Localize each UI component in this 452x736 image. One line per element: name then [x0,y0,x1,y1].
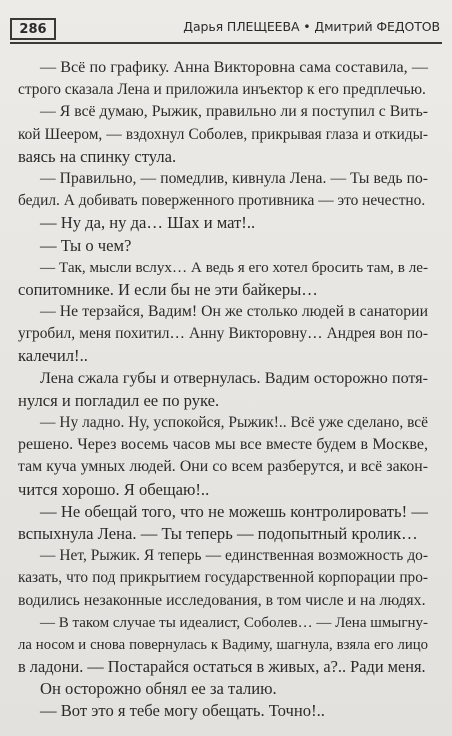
text-line: вспыхнула Лена. — Ты теперь — подопытный кролик… [18,523,418,543]
text-line: — Не терзайся, Вадим! Он же столько людей в санатории [40,303,428,321]
body-text [18,57,428,723]
text-line: — Ну да, ну да… Шах и мат!.. [40,213,256,233]
text-line: — Вот это я тебе могу обещать. Точно!.. [40,701,325,721]
text-line: ла носом и снова повернулась к Вадиму, шагнула, взяла его лицо [18,636,428,653]
text-line: — Я всё думаю, Рыжик, правильно ли я поступил с Вить- [40,103,428,121]
text-line: — Ты о чем? [40,235,132,255]
text-line: кой Шеером, — вздохнул Соболев, прикрывая глаза и откиды- [18,125,428,143]
text-line: решено. Через восемь часов мы все вместе будем в Москве, [18,436,428,454]
page-number: 286 [10,18,56,40]
text-line: чится хорошо. Я обещаю!.. [18,479,210,499]
text-line: казать, что под прикрытием государственной корпорации про- [18,569,428,587]
page-header [10,18,442,44]
text-line: — Ну ладно. Ну, успокойся, Рыжик!.. Всё уже сделано, всё [40,414,428,431]
text-line: водились незаконные исследования, в том числе и на людях. [18,591,426,609]
text-line: — Нет, Рыжик. Я теперь — единственная возможность до- [40,547,428,565]
text-line: — Правильно, — помедлив, кивнула Лена. — Ты ведь по- [40,169,428,187]
text-line: бедил. А добивать поверженного противника — это нечестно. [18,192,426,210]
text-line: в ладони. — Постарайся остаться в живых, а?.. Ради меня. [18,657,426,677]
text-line: сопитомнике. И если бы не эти байкеры… [18,279,318,299]
text-line: — Так, мысли вслух… А ведь я его хотел бросить там, в ле- [40,259,428,276]
text-line: Он осторожно обнял ее за талию. [40,679,277,699]
text-line: — Всё по графику. Анна Викторовна сама составила, — [40,59,428,76]
text-line: строго сказала Лена и приложила инъектор к его предплечью. [18,81,426,99]
text-line: — В таком случае ты идеалист, Соболев… — Лена шмыгну- [40,614,429,631]
text-line: — Не обещай того, что не можешь контролировать! — [40,501,428,521]
text-line: Лена сжала губы и отвернулась. Вадим осторожно потя- [40,369,428,387]
text-line: ваясь на спинку стула. [18,146,177,166]
text-line: нулся и погладил ее по руке. [18,390,220,410]
text-line: угробил, меня похитил… Анну Викторовну… Андрея вон по- [18,325,428,343]
running-head: Дарья ПЛЕЩЕЕВА • Дмитрий ФЕДОТОВ [183,19,440,34]
text-line: там куча умных людей. Они со всем разберутся, и всё закон- [18,458,428,476]
text-line: калечил!.. [18,346,88,366]
